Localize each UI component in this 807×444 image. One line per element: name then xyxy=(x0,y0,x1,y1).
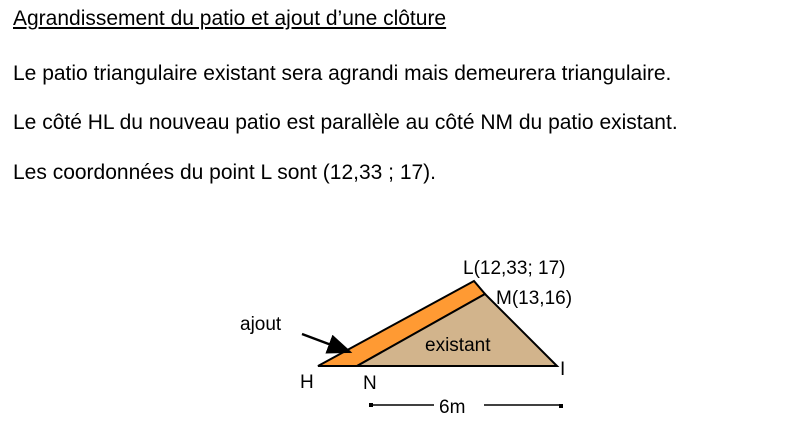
paragraph-3: Les coordonnées du point L sont (12,33 ; 17). xyxy=(13,161,437,184)
label-M: M(13,16) xyxy=(496,288,573,309)
paragraph-1: Le patio triangulaire existant sera agrandi mais demeurera triangulaire. xyxy=(13,62,672,85)
label-distance: 6m xyxy=(439,397,466,418)
label-existant: existant xyxy=(425,335,491,356)
distance-dot-left xyxy=(369,403,373,407)
label-N: N xyxy=(363,373,377,394)
label-H: H xyxy=(300,372,314,393)
page-title: Agrandissement du patio et ajout d’une clôture xyxy=(13,7,447,30)
label-I: I xyxy=(560,359,566,380)
label-L: L(12,33; 17) xyxy=(463,258,566,279)
ajout-arrow xyxy=(302,334,350,352)
label-ajout: ajout xyxy=(240,314,282,335)
paragraph-2: Le côté HL du nouveau patio est parallèle au côté NM du patio existant. xyxy=(13,111,678,134)
distance-dot-right xyxy=(559,404,563,408)
